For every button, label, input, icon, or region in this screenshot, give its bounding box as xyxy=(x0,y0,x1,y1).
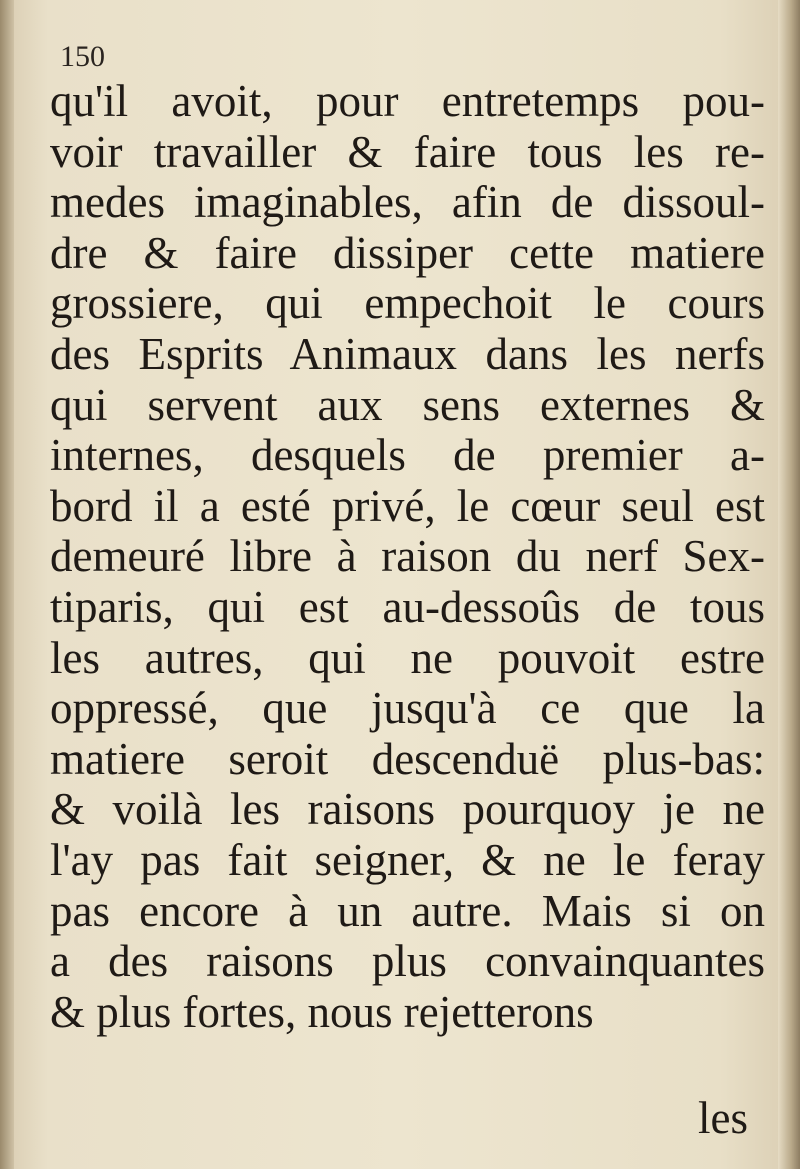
text-line: internes, desquels de premier a- xyxy=(50,430,765,481)
text-line: bord il a esté privé, le cœur seul est xyxy=(50,480,765,531)
text-line: oppressé, que jusqu'à ce que la xyxy=(50,683,765,734)
page-right-edge xyxy=(778,0,800,1169)
text-line: demeuré libre à raison du nerf Sex- xyxy=(50,531,765,582)
text-line: qui servent aux sens externes & xyxy=(50,379,765,430)
text-line: matiere seroit descenduë plus-bas: xyxy=(50,733,765,784)
text-line: medes imaginables, afin de dissoul- xyxy=(50,177,765,228)
text-line: & voilà les raisons pourquoy je ne xyxy=(50,784,765,835)
page-number: 150 xyxy=(60,40,105,73)
text-line: dre & faire dissiper cette matiere xyxy=(50,227,765,278)
text-line: voir travailler & faire tous les re- xyxy=(50,126,765,177)
text-line: l'ay pas fait seigner, & ne le feray xyxy=(50,834,765,885)
text-line: les autres, qui ne pouvoit estre xyxy=(50,632,765,683)
page-left-edge xyxy=(0,0,14,1169)
text-line: pas encore à un autre. Mais si on xyxy=(50,885,765,936)
text-line: & plus fortes, nous rejetterons xyxy=(50,986,594,1037)
text-line: grossiere, qui empechoit le cours xyxy=(50,278,765,329)
text-line: des Esprits Animaux dans les nerfs xyxy=(50,328,765,379)
catchword: les xyxy=(698,1093,748,1143)
text-line: tiparis, qui est au-dessoûs de tous xyxy=(50,581,765,632)
text-line: qu'il avoit, pour entretemps pou- xyxy=(50,76,765,126)
body-text xyxy=(50,76,765,1037)
text-line: a des raisons plus convainquantes xyxy=(50,936,765,987)
